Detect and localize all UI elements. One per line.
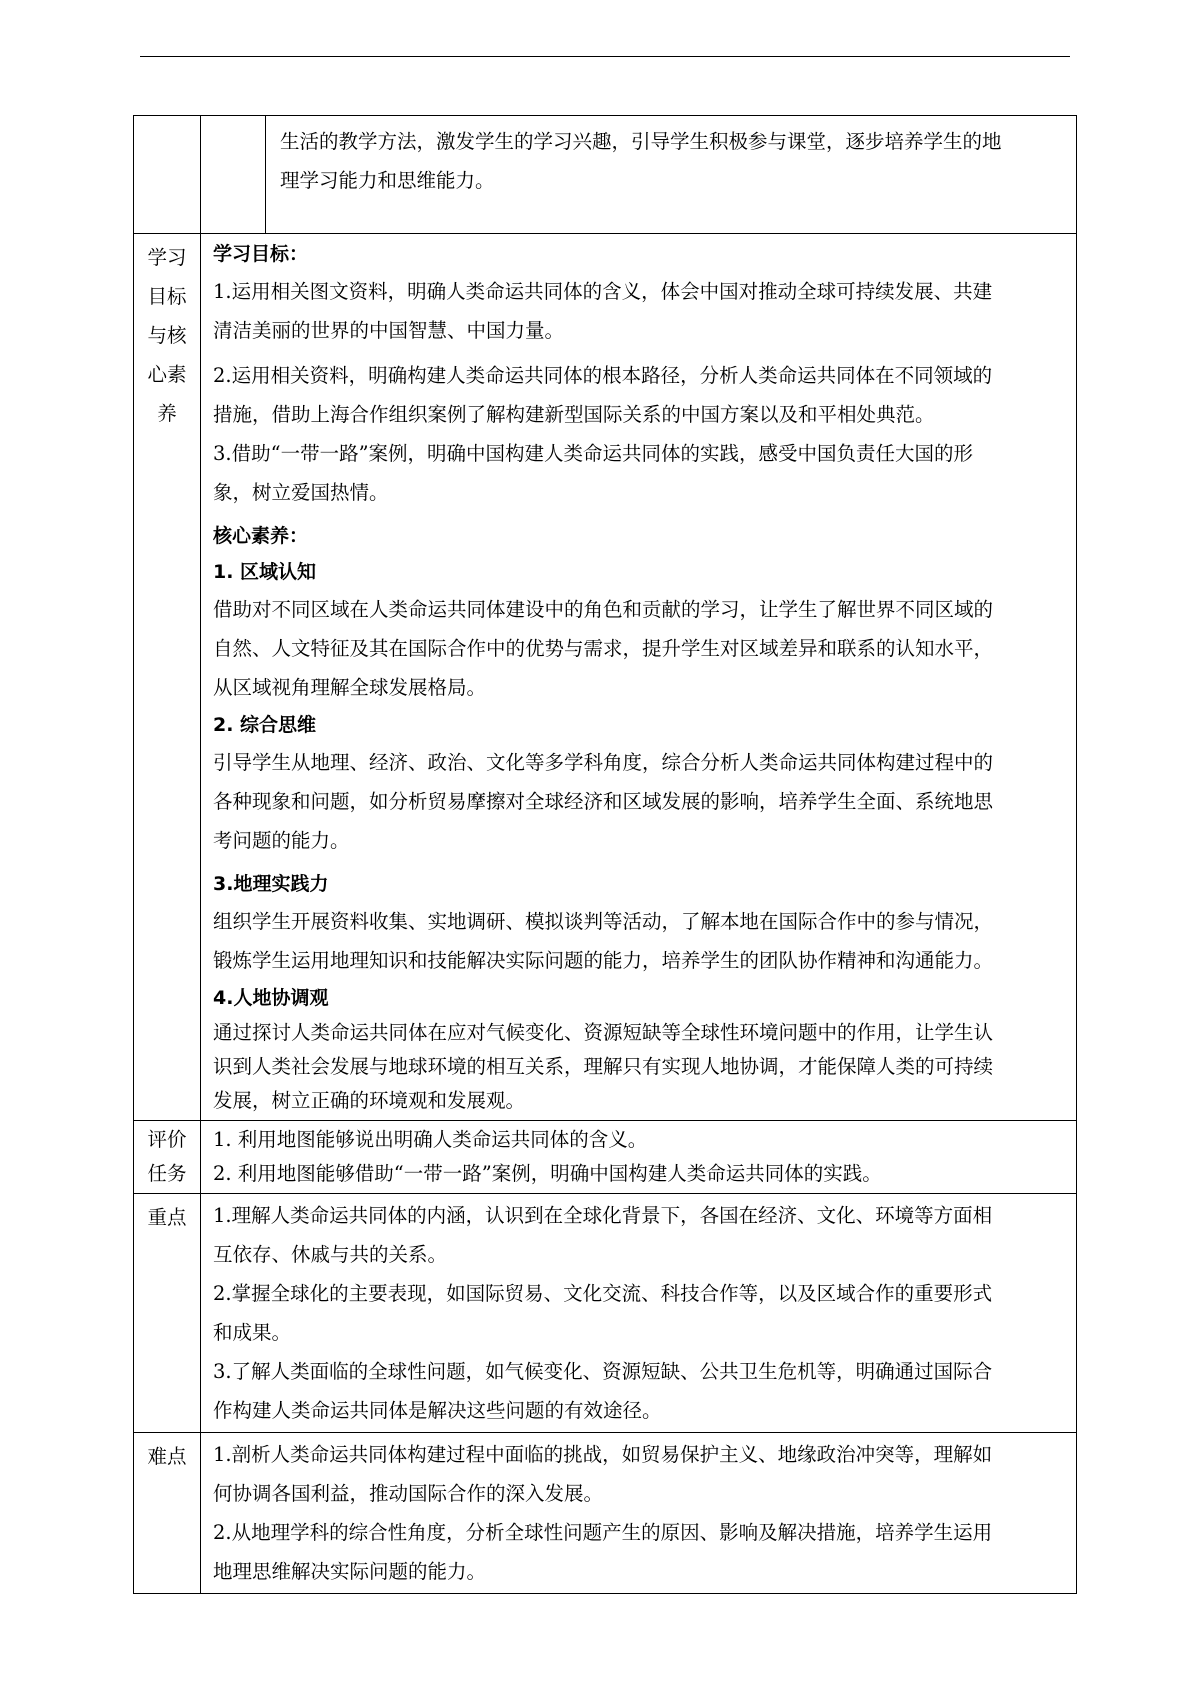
learning-item-line: 象，树立爱国热情。: [213, 481, 389, 504]
key-point-line: 1.理解人类命运共同体的内涵，认识到在全球化背景下，各国在经济、文化、环境等方面相: [213, 1204, 993, 1227]
learning-item-line: 清洁美丽的世界的中国智慧、中国力量。: [213, 319, 565, 342]
core-item-line: 各种现象和问题，如分析贸易摩擦对全球经济和区域发展的影响，培养学生全面、系统地思: [213, 790, 994, 813]
core-item-line: 发展，树立正确的环境观和发展观。: [213, 1089, 526, 1112]
evaluation-row: [134, 1121, 1077, 1194]
core-item-line: 引导学生从地理、经济、政治、文化等多学科角度，综合分析人类命运共同体构建过程中的: [213, 751, 994, 774]
key-point-line: 2.掌握全球化的主要表现，如国际贸易、文化交流、科技合作等，以及区域合作的重要形式: [213, 1282, 993, 1305]
key-point-line: 互依存、休戚与共的关系。: [213, 1243, 448, 1266]
difficulties-row: [134, 1433, 1077, 1594]
learning-item-line: 2.运用相关资料，明确构建人类命运共同体的根本路径，分析人类命运共同体在不同领域的: [213, 364, 993, 387]
difficulties-label: 难点: [134, 1433, 201, 1594]
core-item-line: 锻炼学生运用地理知识和技能解决实际问题的能力，培养学生的团队协作精神和沟通能力。: [213, 949, 994, 972]
core-item-line: 借助对不同区域在人类命运共同体建设中的角色和贡献的学习，让学生了解世界不同区域的: [213, 598, 994, 621]
difficulties-content: [201, 1433, 1077, 1594]
core-item-line: 通过探讨人类命运共同体在应对气候变化、资源短缺等全球性环境问题中的作用，让学生认: [213, 1021, 994, 1044]
core-item-line: 组织学生开展资料收集、实地调研、模拟谈判等活动，了解本地在国际合作中的参与情况，: [213, 910, 994, 933]
key-points-label: 重点: [134, 1194, 201, 1433]
key-point-line: 和成果。: [213, 1321, 292, 1344]
continued-row: [134, 116, 1077, 234]
core-item-line: 自然、人文特征及其在国际合作中的优势与需求，提升学生对区域差异和联系的认知水平，: [213, 637, 994, 660]
continued-label-cell: [134, 116, 201, 234]
difficulty-line: 2.从地理学科的综合性角度，分析全球性问题产生的原因、影响及解决措施，培养学生运用: [213, 1521, 993, 1544]
continued-content-cell: [201, 116, 1077, 234]
key-points-content: [201, 1194, 1077, 1433]
header-rule: [140, 56, 1070, 57]
core-item-title: 1. 区域认知: [213, 561, 317, 583]
learning-item-line: 措施，借助上海合作组织案例了解构建新型国际关系的中国方案以及和平相处典范。: [213, 403, 935, 426]
evaluation-label: 评价 任务: [134, 1121, 201, 1194]
continued-spacer-cell: [201, 116, 266, 233]
core-heading: 核心素养：: [213, 525, 309, 547]
learning-item-line: 1.运用相关图文资料，明确人类命运共同体的含义，体会中国对推动全球可持续发展、共建: [213, 280, 993, 303]
learning-item-line: 3.借助“一带一路”案例，明确中国构建人类命运共同体的实践，感受中国负责任大国的形: [213, 442, 974, 465]
objectives-row: [134, 234, 1077, 1121]
difficulty-line: 地理思维解决实际问题的能力。: [213, 1560, 487, 1583]
core-item-line: 考问题的能力。: [213, 829, 350, 852]
difficulty-line: 1.剖析人类命运共同体构建过程中面临的挑战，如贸易保护主义、地缘政治冲突等，理解如: [213, 1443, 993, 1466]
core-item-line: 从区域视角理解全球发展格局。: [213, 676, 487, 699]
learning-heading: 学习目标：: [213, 243, 309, 265]
objectives-content: [201, 234, 1077, 1121]
objectives-label: 学习 目标 与核 心素 养: [134, 234, 201, 1121]
lesson-plan-table: [133, 115, 1077, 1594]
evaluation-item: 2. 利用地图能够借助“一带一路”案例，明确中国构建人类命运共同体的实践。: [213, 1162, 882, 1185]
key-point-line: 3.了解人类面临的全球性问题，如气候变化、资源短缺、公共卫生危机等，明确通过国际合: [213, 1360, 993, 1383]
difficulty-line: 何协调各国利益，推动国际合作的深入发展。: [213, 1482, 604, 1505]
evaluation-content: [201, 1121, 1077, 1194]
core-item-line: 识到人类社会发展与地球环境的相互关系，理解只有实现人地协调，才能保障人类的可持续: [213, 1055, 994, 1078]
evaluation-item: 1. 利用地图能够说出明确人类命运共同体的含义。: [213, 1128, 648, 1151]
continued-line: 理学习能力和思维能力。: [280, 169, 495, 192]
key-points-row: [134, 1194, 1077, 1433]
core-item-title: 4.人地协调观: [213, 987, 329, 1009]
key-point-line: 作构建人类命运共同体是解决这些问题的有效途径。: [213, 1399, 662, 1422]
core-item-title: 2. 综合思维: [213, 714, 317, 736]
continued-line: 生活的教学方法，激发学生的学习兴趣，引导学生积极参与课堂，逐步培养学生的地: [280, 130, 1002, 153]
core-item-title: 3.地理实践力: [213, 873, 329, 895]
